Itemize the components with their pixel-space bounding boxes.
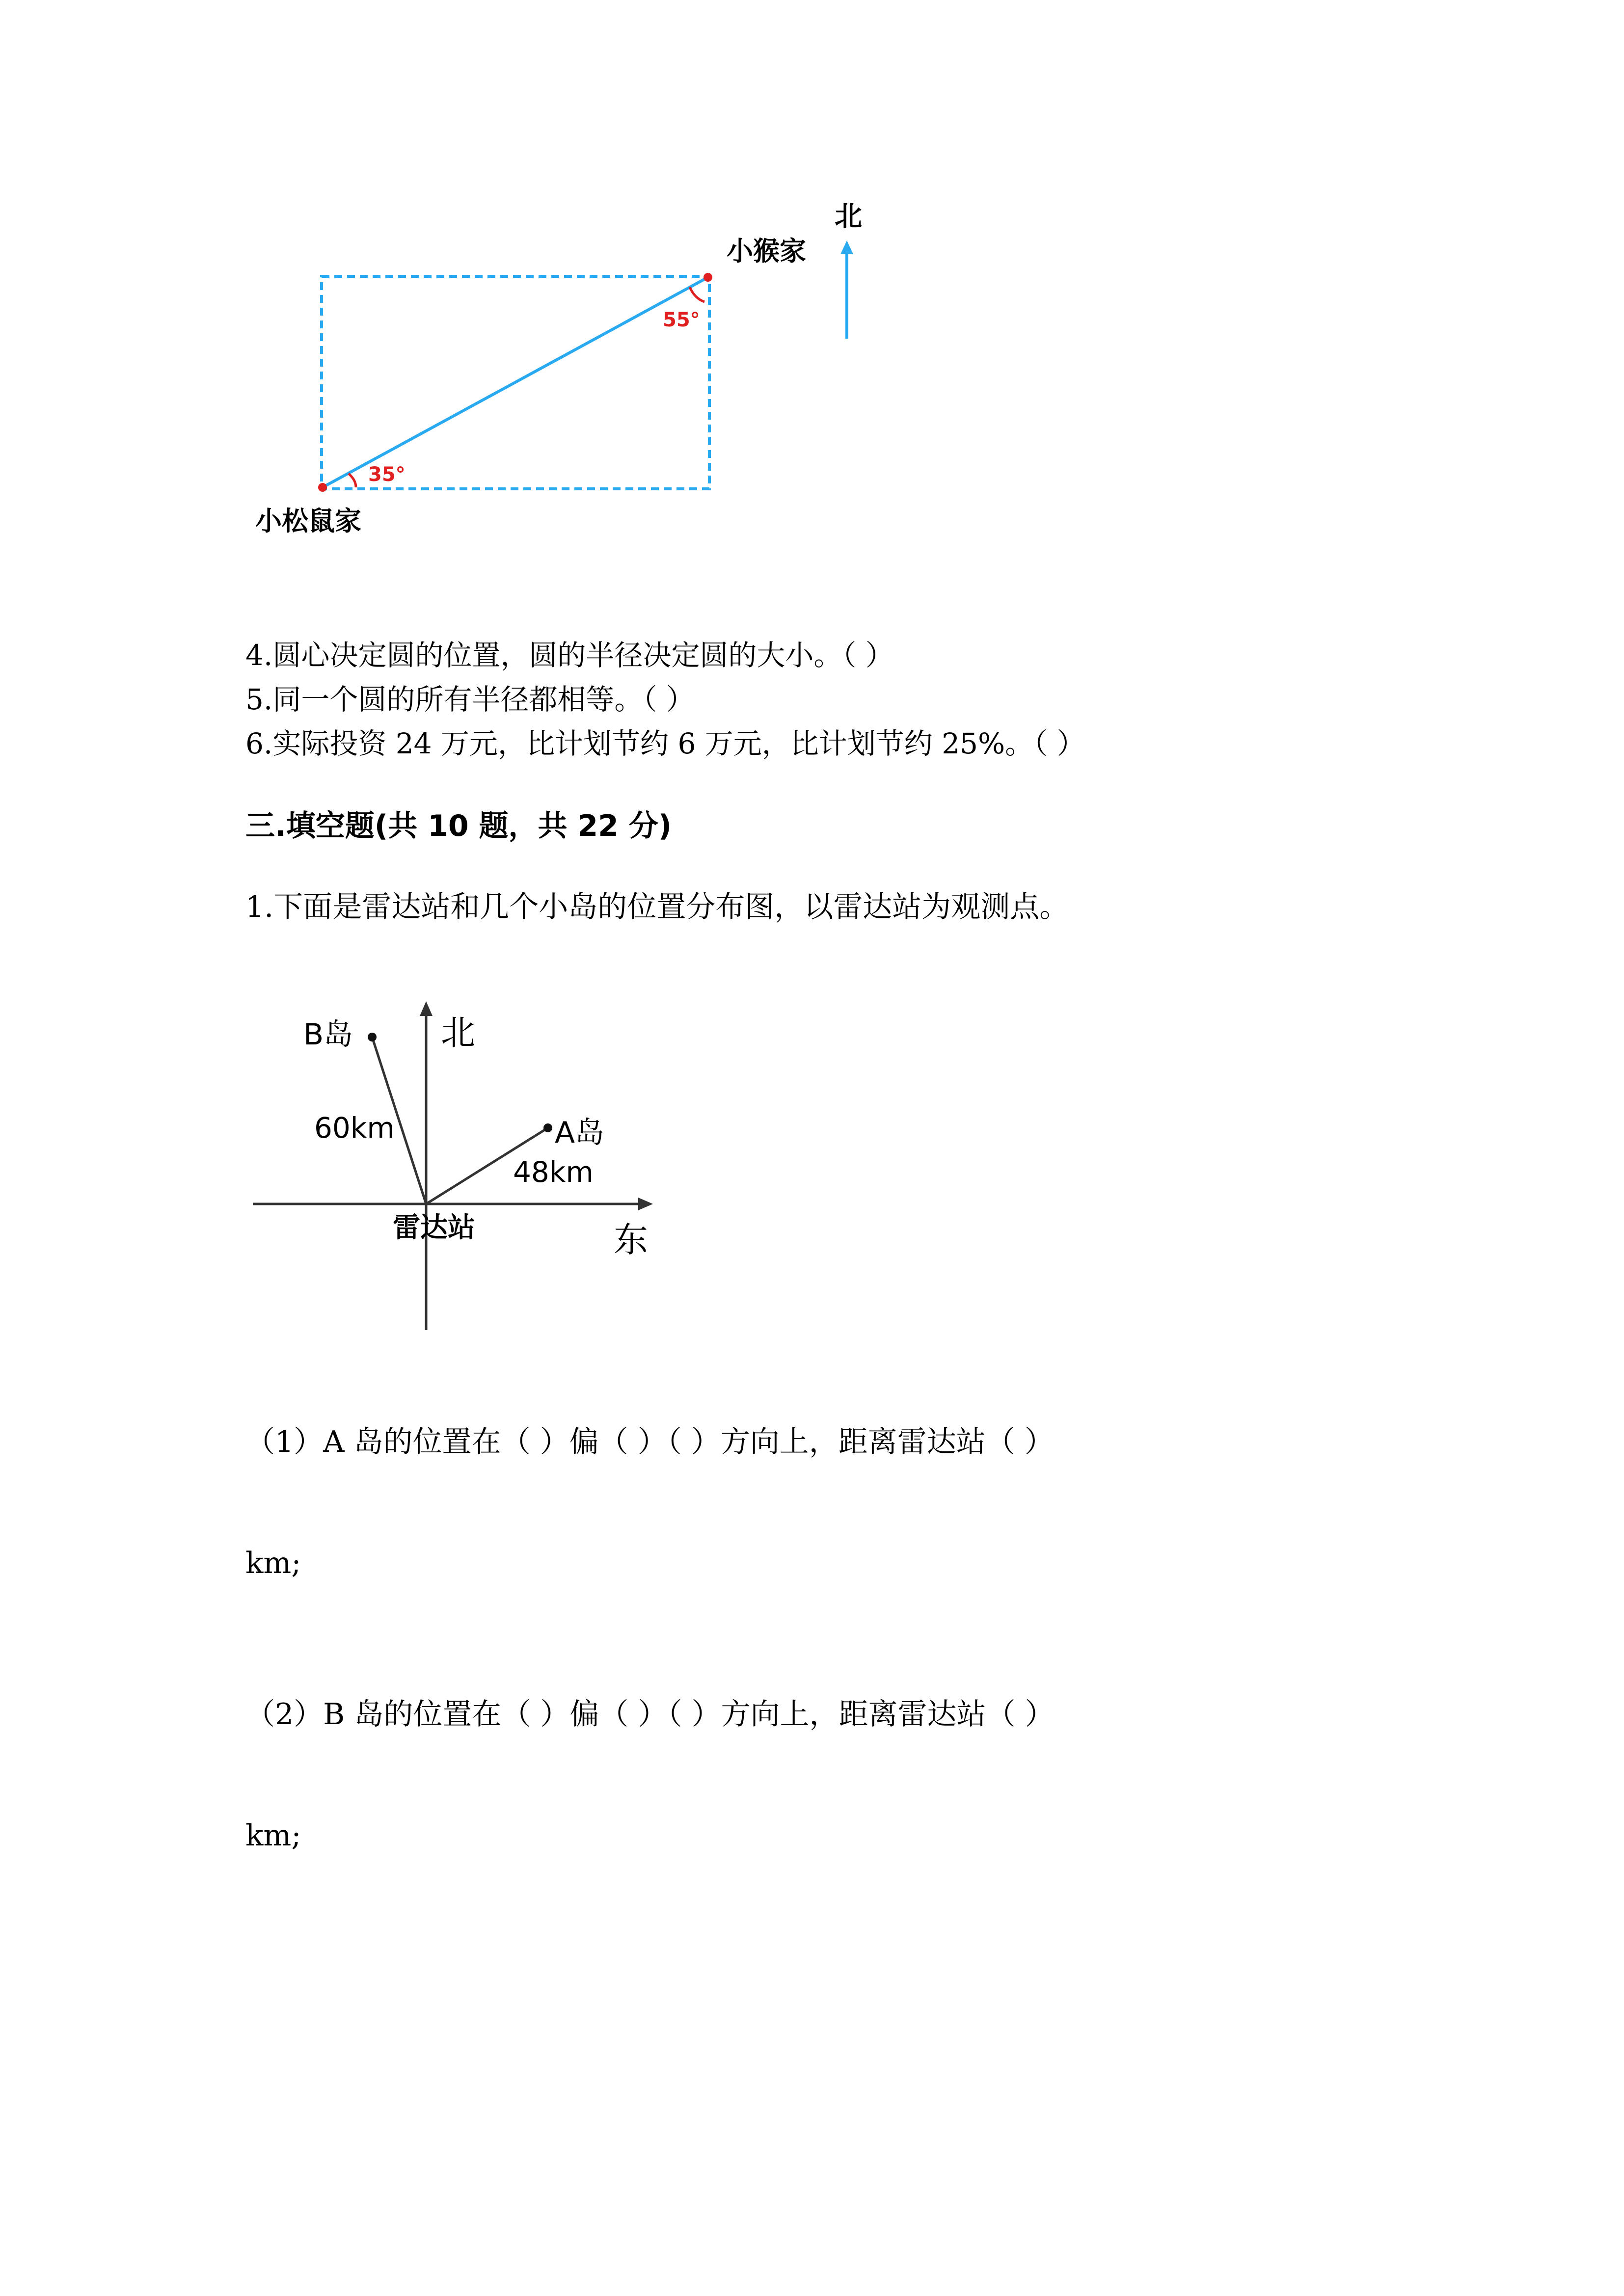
- angle-label-top: 55°: [663, 309, 700, 331]
- north-label-radar: 北: [441, 1013, 475, 1053]
- b-distance-label: 60km: [314, 1111, 395, 1145]
- monkey-home-label: 小猴家: [727, 236, 806, 267]
- squirrel-home-point: [318, 483, 327, 492]
- monkey-home-point: [704, 273, 712, 282]
- judgement-item-5: 5.同一个圆的所有半径都相等。（ ）: [245, 683, 695, 716]
- a-island-label: A岛: [555, 1116, 605, 1150]
- angle-arc-top: [690, 287, 704, 302]
- east-label: 东: [614, 1220, 648, 1260]
- east-arrow-head: [638, 1198, 653, 1210]
- direction-figure-homes: [236, 187, 923, 569]
- north-label: 北: [835, 201, 862, 233]
- radar-station-label: 雷达站: [393, 1212, 475, 1244]
- squirrel-home-label: 小松鼠家: [255, 506, 361, 536]
- judgement-item-4: 4.圆心决定圆的位置，圆的半径决定圆的大小。（ ）: [245, 639, 894, 672]
- judgement-item-6: 6.实际投资 24 万元，比计划节约 6 万元，比计划节约 25%。（ ）: [245, 727, 1085, 760]
- sub-question-2: （2）B 岛的位置在（ ）偏（ ）（ ）方向上，距离雷达站（ ）: [245, 1697, 1055, 1732]
- angle-arc-bottom: [349, 474, 356, 487]
- sub-question-1-unit: km;: [245, 1546, 301, 1580]
- connecting-line: [323, 277, 708, 487]
- section-heading: 三.填空题(共 10 题，共 22 分): [245, 809, 672, 843]
- sub-question-1: （1）A 岛的位置在（ ）偏（ ）（ ）方向上，距离雷达站（ ）: [245, 1425, 1054, 1459]
- angle-label-bottom: 35°: [368, 463, 406, 486]
- b-island-point: [368, 1033, 377, 1041]
- sub-question-2-unit: km;: [245, 1818, 301, 1853]
- question-1-text: 1.下面是雷达站和几个小岛的位置分布图，以雷达站为观测点。: [245, 890, 1069, 924]
- a-island-point: [543, 1123, 552, 1132]
- radar-figure: [245, 987, 677, 1340]
- north-arrow-head-radar: [420, 1001, 433, 1016]
- a-distance-label: 48km: [513, 1155, 594, 1189]
- b-island-label: B岛: [303, 1017, 353, 1052]
- north-arrow-head: [840, 240, 853, 254]
